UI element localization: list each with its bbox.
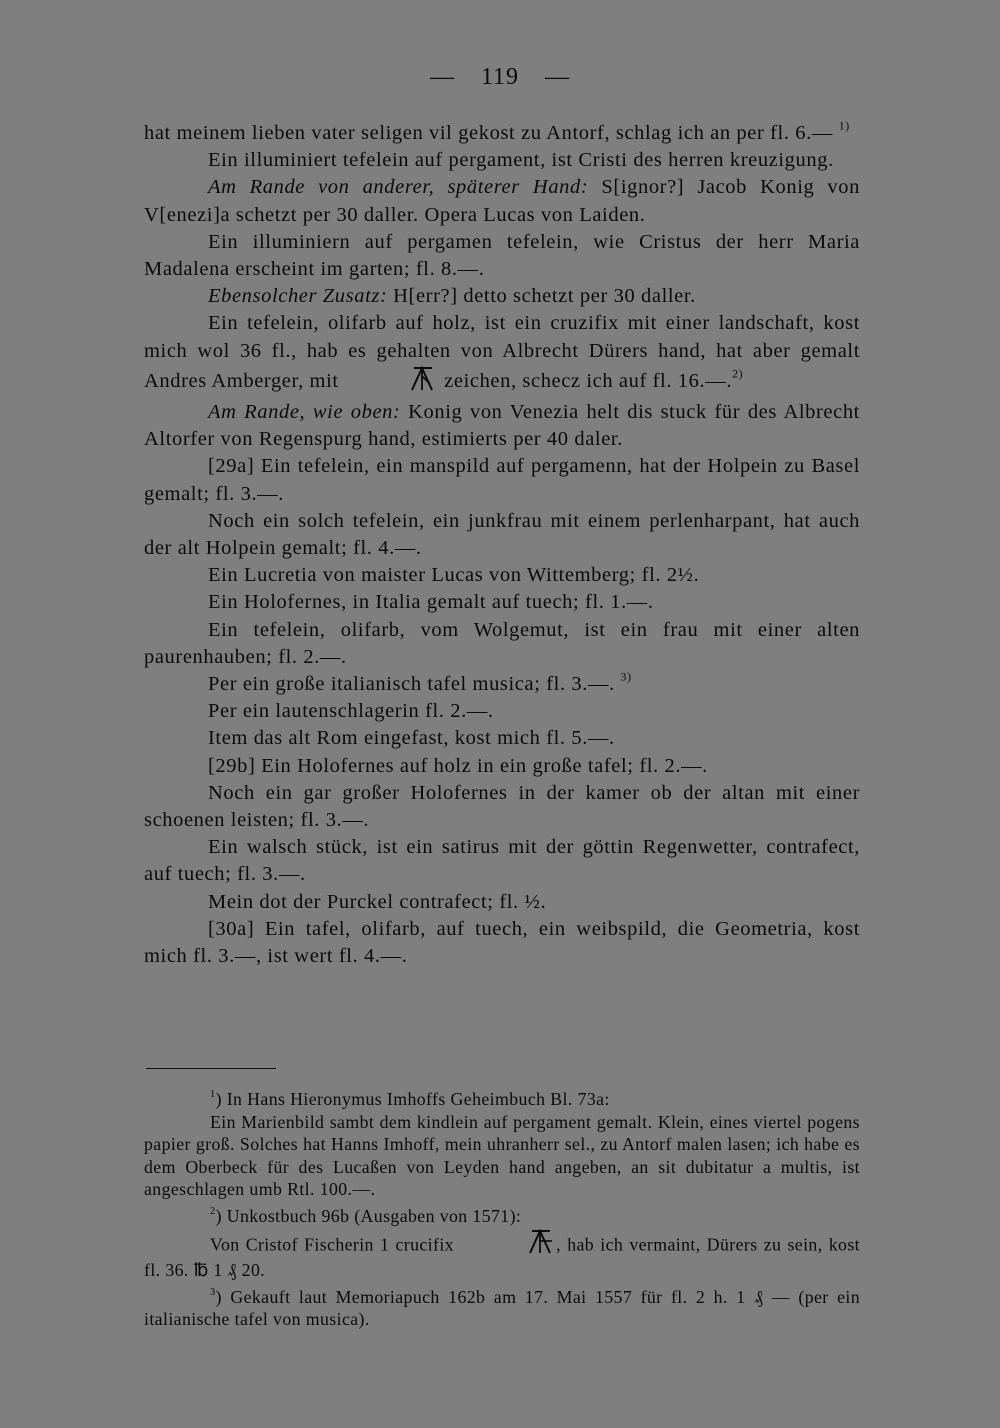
paragraph: Ein walsch stück, ist ein satirus mit der göttin Regenwetter, contrafect, auf tuech; fl. 3.—. [144,836,860,886]
paragraph: Per ein große italianisch tafel musica; fl. 3.—. $^{3)}$ [208,669,632,696]
footnotes [144,1088,860,1331]
footnote-ref: 3) [620,669,632,684]
paragraph: Am Rande, wie oben: Konig von Venezia helt dis stuck für des Albrecht Altorfer von Regenspurg hand, estimierts per 40 daler. [144,401,860,451]
footnote: $^2$) Unkostbuch 96b (Ausgaben von 1571): [210,1205,522,1226]
footnote-quote: Von Cristof Fischerin 1 crucifix , hab ich vermaint, Dürers zu sein, kost fl. 36. ℔ 1 ₰ 20. [144,1228,860,1282]
paragraph: Ein illuminiert tefelein auf pergament, ist Cristi des herren kreuzigung. [208,149,834,172]
footnote-ref: 1) [838,118,850,133]
paragraph: Noch ein solch tefelein, ein junkfrau mit einem perlenharpant, hat auch der alt Holpein gemalt; fl. 4.—. [144,509,860,560]
footnote-quote: Ein Marienbild sambt dem kindlein auf pergament gemalt. Klein, eines viertel pogens papier groß. Solches hat Hanns Imhoff, mein uhranherr sel., zu Antorf malen lasen; ich habe es dem Oberbeck für des Lucaßen von Leyden hand angeben, an sit dubitatur a multis, ist angeschlagen umb Rtl. 100.—. [144,1111,860,1200]
paragraph: Item das alt Rom eingefast, kost mich fl. 5.—. [208,727,615,750]
main-text [144,120,860,970]
paragraph: Per ein lautenschlagerin fl. 2.—. [208,700,494,723]
paragraph: hat meinem lieben vater seligen vil gekost zu Antorf, schlag ich an per fl. 6.— $^{1)}$ [144,118,850,144]
footnote: $^1$) In Hans Hieronymus Imhoffs Geheimbuch Bl. 73a: [210,1088,610,1109]
paragraph: Ein Holofernes, in Italia gemalt auf tuech; fl. 1.—. [208,591,654,614]
paragraph: Ein Lucretia von maister Lucas von Wittemberg; fl. 2½. [208,564,700,587]
paragraph: [29a] Ein tefelein, ein manspild auf pergamenn, hat der Holpein zu Basel gemalt; fl. 3.—. [144,455,860,505]
paragraph: Am Rande von anderer, späterer Hand: S[ignor?] Jacob Konig von V[enezi]a schetzt per 30 daller. Opera Lucas von Laiden. [144,176,860,226]
paragraph: [30a] Ein tafel, olifarb, auf tuech, ein weibspild, die Geometria, kost mich fl. 3.—, ist wert fl. 4.—. [144,917,860,968]
margin-note-label: Ebensolcher Zusatz: [208,285,388,308]
paragraph: Mein dot der Purckel contrafect; fl. ½. [208,890,547,913]
page-header [0,64,1000,91]
paragraph: Ein illuminiern auf pergamen tefelein, wie Cristus der herr Maria Madalena erscheint im garten; fl. 8.—. [144,230,860,281]
margin-note-label: Am Rande von anderer, späterer Hand: [208,176,589,199]
footnote-divider [146,1068,276,1069]
margin-note-label: Am Rande, wie oben: [208,401,401,424]
page-number: 119 [480,64,520,90]
paragraph: [29b] Ein Holofernes auf holz in ein große tafel; fl. 2.—. [208,754,708,777]
paragraph: Noch ein gar großer Holofernes in der kamer ob der altan mit einer schoenen leisten; fl. 3.—. [144,781,860,832]
paragraph: Ebensolcher Zusatz: H[err?] detto schetzt per 30 daller. [208,285,696,308]
monogram-icon [344,365,438,399]
header-dash-left: — [429,64,455,90]
paragraph: Ein tefelein, olifarb, vom Wolgemut, ist ein frau mit einer alten paurenhauben; fl. 2.—. [144,618,860,668]
monogram-icon [460,1228,556,1260]
header-dash-right: — [545,64,571,90]
paragraph: Ein tefelein, olifarb auf holz, ist ein cruzifix mit einer landschaft, kost mich wol 36 fl., hab es gehalten von Albrecht Dürers hand, hat aber gemalt Andres Amberger, mit zeichen, schecz ich auf fl. 16.—.$^{2)}$ [144,310,860,399]
footnote: $^3$) Gekauft laut Memoriapuch 162b am 17. Mai 1557 für fl. 2 h. 1 ₰ — (per ein italianische tafel von musica). [144,1286,860,1330]
footnote-ref: 2) [732,366,744,381]
